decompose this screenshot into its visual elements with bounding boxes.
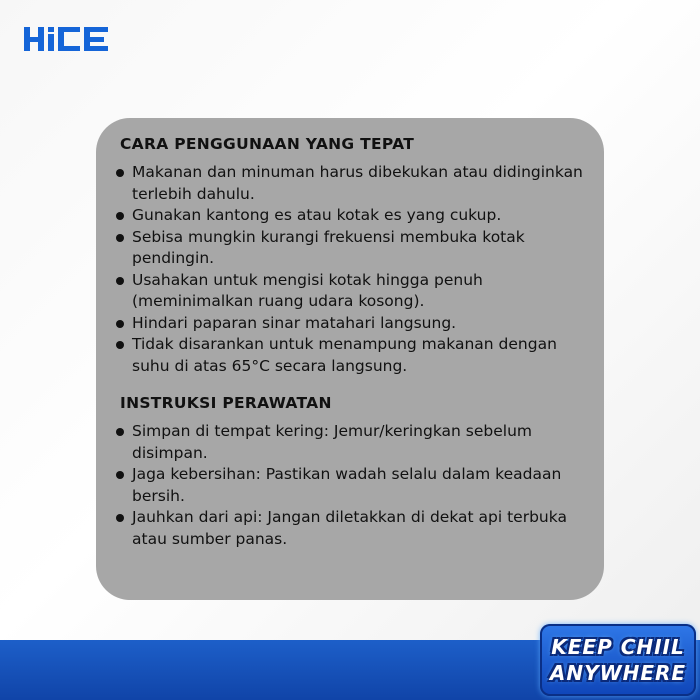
list-item: Gunakan kantong es atau kotak es yang cukup.	[120, 205, 584, 227]
usage-title: CARA PENGGUNAAN YANG TEPAT	[120, 135, 415, 153]
care-list	[120, 421, 584, 550]
list-item: Usahakan untuk mengisi kotak hingga penuh (meminimalkan ruang udara kosong).	[120, 270, 584, 313]
list-item: Sebisa mungkin kurangi frekuensi membuka kotak pendingin.	[120, 227, 584, 270]
usage-list	[120, 162, 584, 377]
list-item: Hindari paparan sinar matahari langsung.	[120, 313, 584, 335]
info-card	[96, 118, 604, 600]
keep-chill-badge	[540, 624, 696, 696]
brand-logo	[24, 24, 124, 58]
badge-line-1: KEEP CHIIL	[551, 635, 685, 659]
list-item: Simpan di tempat kering: Jemur/keringkan sebelum disimpan.	[120, 421, 584, 464]
list-item: Jauhkan dari api: Jangan diletakkan di dekat api terbuka atau sumber panas.	[120, 507, 584, 550]
care-title: INSTRUKSI PERAWATAN	[120, 394, 332, 412]
list-item: Jaga kebersihan: Pastikan wadah selalu dalam keadaan bersih.	[120, 464, 584, 507]
list-item: Makanan dan minuman harus dibekukan atau didinginkan terlebih dahulu.	[120, 162, 584, 205]
badge-line-2: ANYWHERE	[549, 661, 687, 685]
list-item: Tidak disarankan untuk menampung makanan dengan suhu di atas 65°C secara langsung.	[120, 334, 584, 377]
